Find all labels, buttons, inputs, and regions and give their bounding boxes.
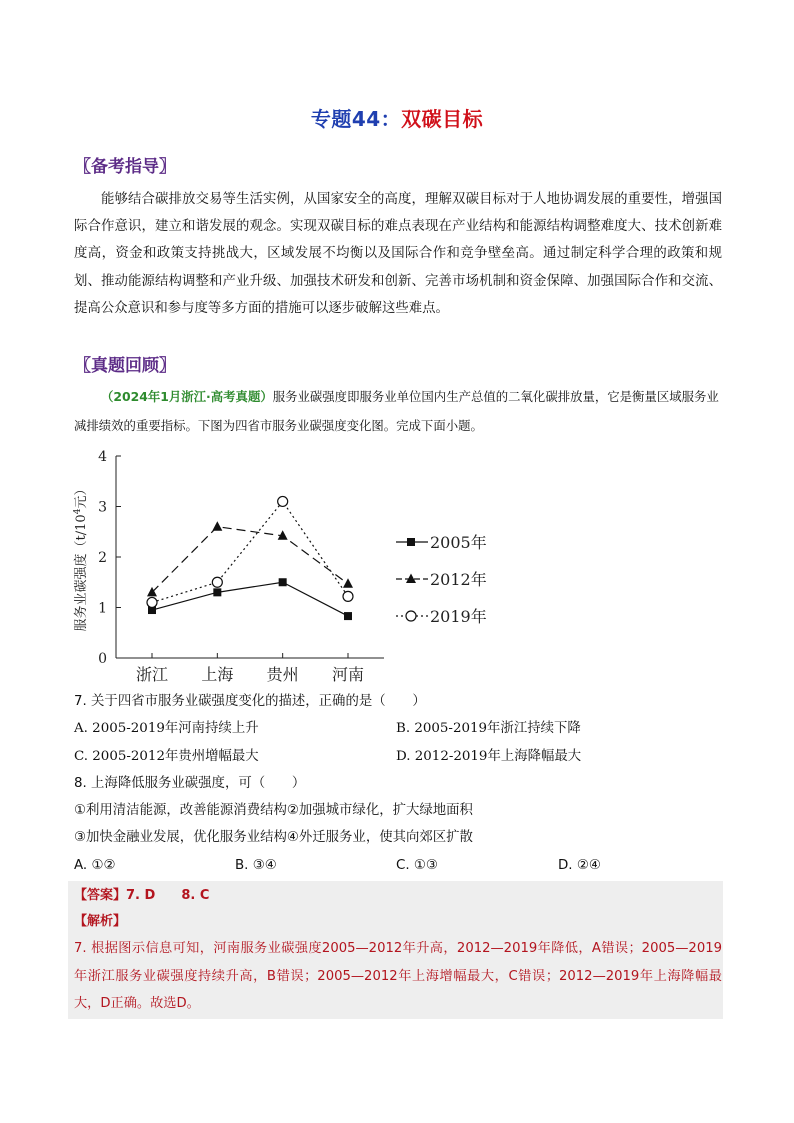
question-intro [74,383,722,440]
q7-option-d[interactable]: D. 2012-2019年上海降幅最大 [396,749,582,764]
q8-option-d[interactable]: D. ②④ [558,858,601,873]
data-point-0-3 [344,612,352,620]
y-tick-label: 4 [98,449,107,465]
q8-option-b[interactable]: B. ③④ [235,858,277,873]
q7-option-b[interactable]: B. 2005-2019年浙江持续下降 [396,721,581,736]
q8-option-c[interactable]: C. ①③ [396,858,438,873]
q8-statements-2: ③加快金融业发展，优化服务业结构④外迁服务业，使其向郊区扩散 [74,830,473,845]
carbon-intensity-chart [70,442,510,687]
data-point-2-1 [212,577,222,587]
series-line-0 [152,582,348,616]
data-point-2-0 [147,597,157,607]
answer-label: 【答案】 [74,888,127,903]
title-prefix: 专题44： [310,107,402,131]
answer-line [74,884,209,903]
data-point-0-2 [279,578,287,586]
data-point-2-3 [343,591,353,601]
y-tick-label: 3 [98,499,107,516]
y-axis-label: 服务业碳强度（$t/10^4$元） [73,482,89,632]
q7-option-a[interactable]: A. 2005-2019年河南持续上升 [74,721,259,736]
legend-marker-0 [407,538,415,546]
x-tick-label: 上海 [201,665,234,684]
page-title [0,103,794,132]
guide-paragraph: 能够结合碳排放交易等生活实例，从国家安全的高度，理解双碳目标对于人地协调发展的重要性，增强国际合作意识，建立和谐发展的观念。实现双碳目标的难点表现在产业结构和能源结构调整难度大、技术创新难度高，资金和政策支持挑战大，区域发展不均衡以及国际合作和竞争壁垒高。通过制定科学合理的政策和规划、推动能源结构调整和产业升级、加强技术研发和创新、完善市场机制和资金保障、加强国际合作和交流、提高公众意识和参与度等多方面的措施可以逐步破解这些难点。 [74,192,722,316]
question-source: （2024年1月浙江·高考真题） [101,389,273,404]
guide-heading: 〖备考指导〗 [74,157,176,177]
data-point-1-3 [343,578,353,588]
answer-8: 8. C [181,888,210,903]
answer-7: 7. D [126,888,156,903]
series-line-1 [152,527,348,593]
q8-option-a[interactable]: A. ①② [74,858,116,873]
y-tick-label: 1 [98,600,107,617]
data-point-2-2 [278,496,288,506]
x-tick-label: 贵州 [266,665,299,684]
question-intro-text: 服务业碳强度即服务业单位国内生产总值的二氧化碳排放量，它是衡量区域服务业减排绩效的重要指标。下图为四省市服务业碳强度变化图。完成下面小题。 [74,389,719,433]
x-tick-label: 浙江 [135,665,169,684]
title-topic: 双碳目标 [401,107,484,131]
legend-label-0: 2005年 [430,533,487,552]
y-tick-label: 0 [98,651,107,667]
data-point-0-1 [213,588,221,596]
data-point-1-1 [212,521,222,531]
legend-label-1: 2012年 [430,570,487,589]
q8-statements-1: ①利用清洁能源，改善能源消费结构②加强城市绿化，扩大绿地面积 [74,803,473,818]
q7-stem: 7. 关于四省市服务业碳强度变化的描述，正确的是（ ） [74,694,426,709]
q8-stem: 8. 上海降低服务业碳强度，可（ ） [74,776,306,791]
legend-marker-1 [406,574,416,584]
legend-marker-2 [406,611,416,621]
analysis-text: 7. 根据图示信息可知，河南服务业碳强度2005—2012年升高，2012—2019年降低，A错误；2005—2019年浙江服务业碳强度持续升高，B错误；2005—2012年上海增幅最大，C错误；2012—2019年上海降幅最大，D正确。故选D。 [74,941,722,1011]
x-tick-label: 河南 [331,665,365,684]
review-heading: 〖真题回顾〗 [74,356,176,376]
analysis-label: 【解析】 [74,914,127,929]
legend-label-2: 2019年 [430,607,487,626]
q7-option-c[interactable]: C. 2005-2012年贵州增幅最大 [74,749,259,764]
y-tick-label: 2 [98,550,107,566]
